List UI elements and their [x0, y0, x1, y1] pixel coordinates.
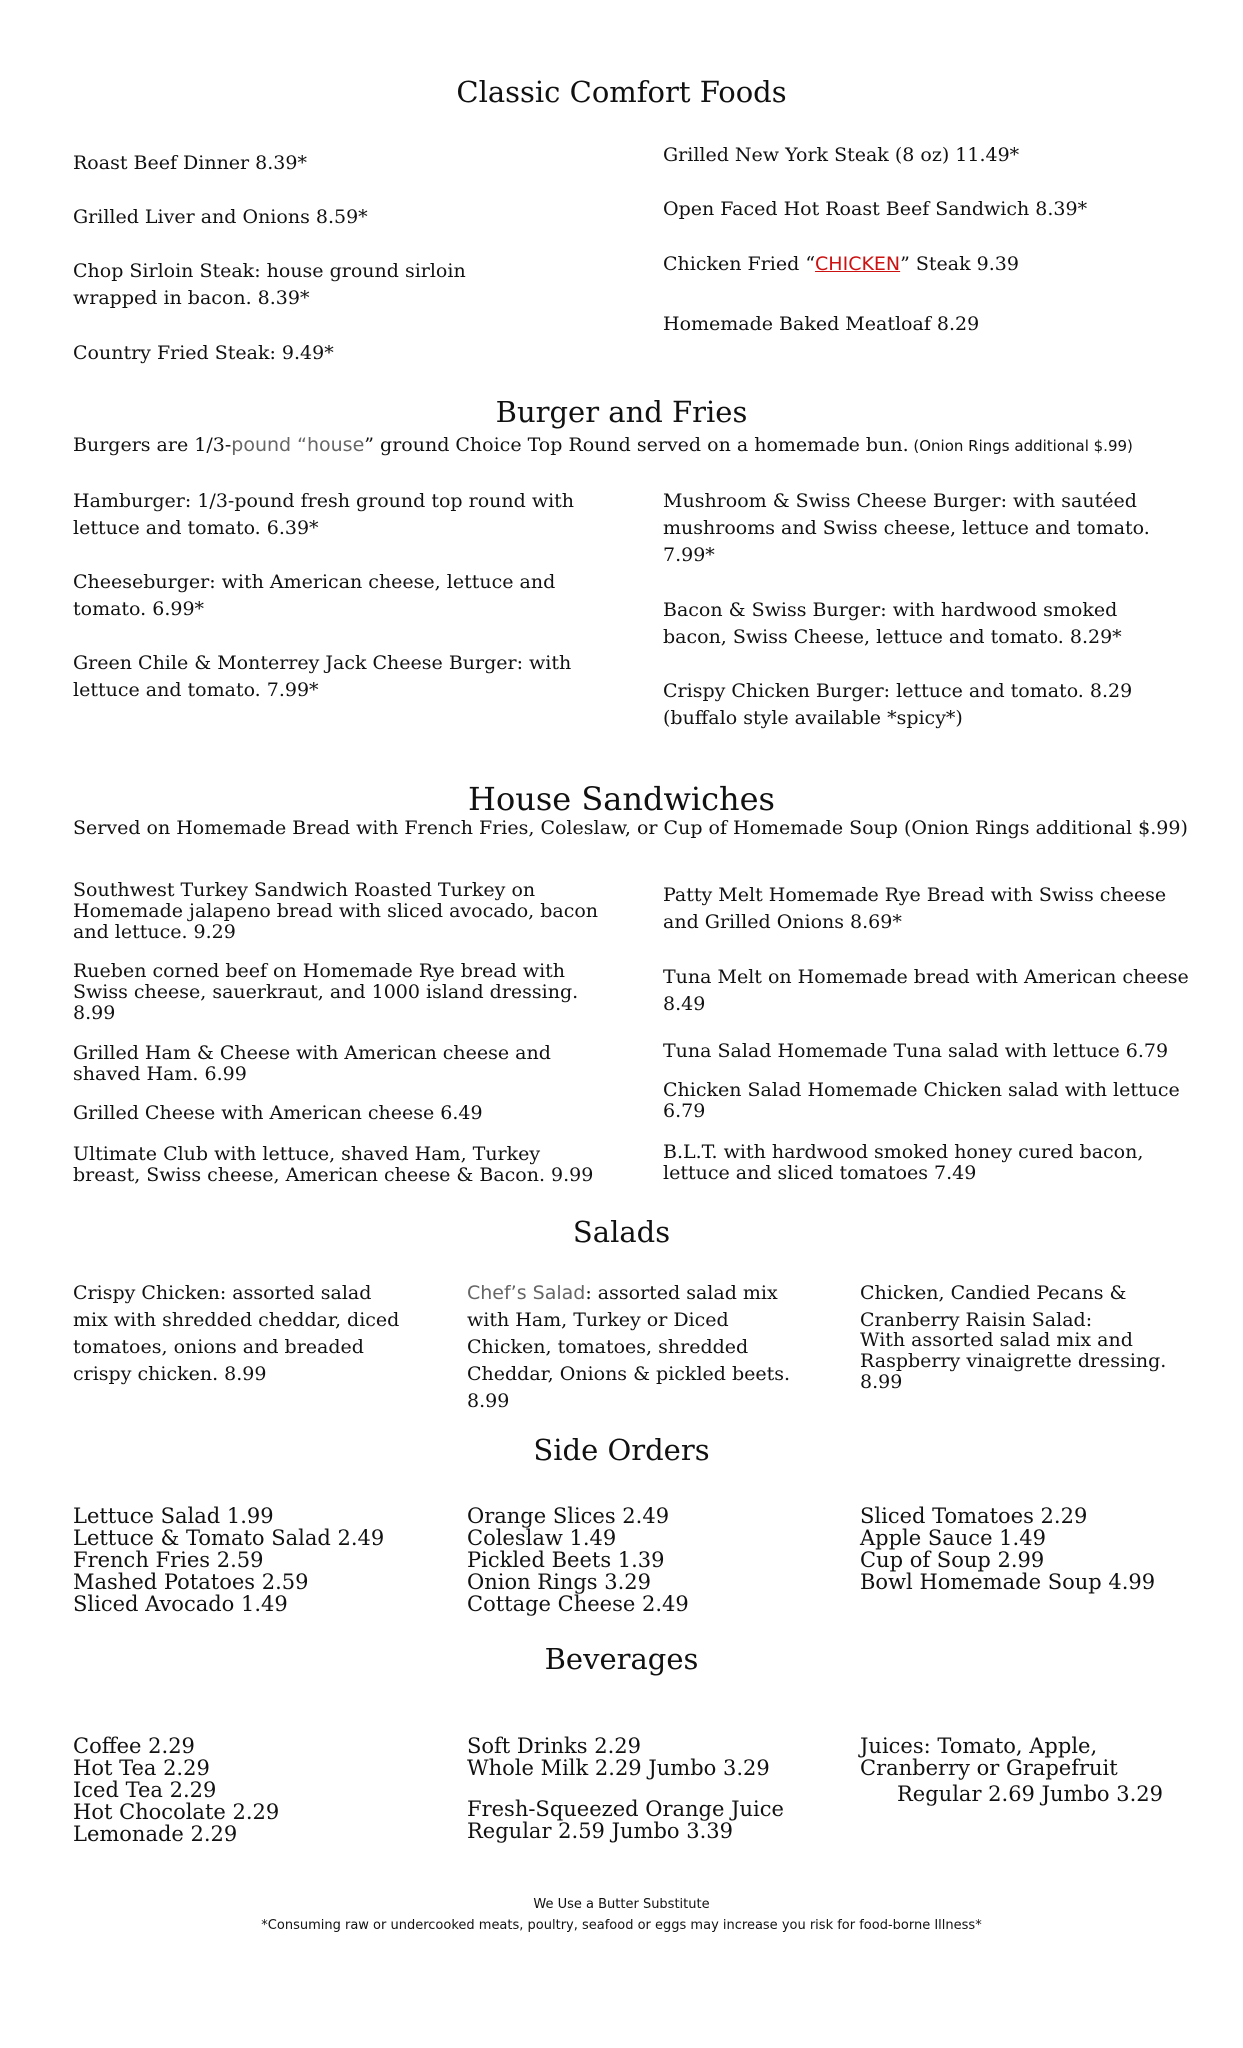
health-warning: *Consuming raw or undercooked meats, poultry, seafood or eggs may increase you risk for food-borne Illness* — [261, 1918, 982, 1933]
beverage-item: Iced Tea 2.29 — [73, 1778, 217, 1802]
side-item: Onion Rings 3.29 — [467, 1570, 652, 1594]
menu-item: Ultimate Club with lettuce, shaved Ham, Turkey breast, Swiss cheese, American cheese & Bacon. 9.99 — [73, 1143, 594, 1186]
side-item: Coleslaw 1.49 — [467, 1526, 617, 1550]
section-title-sandwiches: House Sandwiches — [468, 780, 775, 818]
menu-item: Cheeseburger: with American cheese, lettuce and tomato. 6.99* — [73, 571, 556, 620]
item-text: : assorted salad mix with Ham, Turkey or Diced Chicken, tomatoes, shredded Cheddar, Onions & pickled beets. 8.99 — [467, 1282, 791, 1412]
menu-item: Tuna Salad Homemade Tuna salad with lettuce 6.79 — [663, 1040, 1169, 1062]
menu-item-pecan-salad — [860, 1280, 1200, 1393]
menu-item: Bacon & Swiss Burger: with hardwood smoked bacon, Swiss Cheese, lettuce and tomato. 8.29* — [663, 599, 1122, 648]
side-item: Bowl Homemade Soup 4.99 — [860, 1570, 1156, 1594]
side-item: Cottage Cheese 2.49 — [467, 1592, 689, 1616]
menu-item: Green Chile & Monterrey Jack Cheese Burger: with lettuce and tomato. 7.99* — [73, 652, 572, 701]
menu-item: Crispy Chicken Burger: lettuce and tomato. 8.29 (buffalo style available *spicy*) — [663, 680, 1133, 729]
intro-text: Burgers are 1/3- — [73, 434, 232, 456]
beverage-item: Coffee 2.29 — [73, 1734, 195, 1758]
item-text: Chicken, Candied Pecans & Cranberry Raisin Salad: — [860, 1282, 1127, 1331]
beverage-item: Lemonade 2.29 — [73, 1822, 238, 1846]
butter-note: We Use a Butter Substitute — [533, 1897, 710, 1912]
side-item: Apple Sauce 1.49 — [860, 1526, 1046, 1550]
menu-item: Grilled New York Steak (8 oz) 11.49* — [663, 144, 1020, 166]
item-highlight: Chef’s Salad — [467, 1282, 586, 1304]
menu-item: B.L.T. with hardwood smoked honey cured bacon, lettuce and sliced tomatoes 7.49 — [663, 1141, 1144, 1184]
intro-highlight: pound “house — [231, 434, 365, 456]
side-item: Sliced Avocado 1.49 — [73, 1592, 288, 1616]
beverage-item: Hot Chocolate 2.29 — [73, 1800, 280, 1824]
beverage-item: Fresh-Squeezed Orange Juice — [467, 1797, 784, 1821]
intro-text: ” ground Choice Top Round served on a homemade bun. — [364, 434, 909, 456]
section-title-beverages: Beverages — [544, 1642, 699, 1676]
menu-item: Tuna Melt on Homemade bread with American cheese 8.49 — [663, 966, 1189, 1015]
menu-item: Crispy Chicken: assorted salad mix with shredded cheddar, diced tomatoes, onions and breaded crispy chicken. 8.99 — [73, 1282, 400, 1385]
side-item: French Fries 2.59 — [73, 1548, 264, 1572]
beverage-column — [860, 1735, 1163, 1805]
side-item: Mashed Potatoes 2.59 — [73, 1570, 309, 1594]
menu-item: Country Fried Steak: 9.49* — [73, 342, 334, 364]
side-column — [467, 1505, 689, 1615]
side-item: Sliced Tomatoes 2.29 — [860, 1504, 1088, 1528]
footer-notes — [0, 1894, 1243, 1936]
beverage-item: Cranberry or Grapefruit — [860, 1756, 1118, 1780]
menu-item: Chicken Salad Homemade Chicken salad with lettuce 6.79 — [663, 1079, 1180, 1122]
side-item: Orange Slices 2.49 — [467, 1504, 670, 1528]
side-item: Pickled Beets 1.39 — [467, 1548, 665, 1572]
menu-item: Open Faced Hot Roast Beef Sandwich 8.39* — [663, 198, 1088, 220]
item-text: With assorted salad mix and Raspberry vinaigrette dressing. 8.99 — [860, 1329, 1167, 1393]
section-title-burgers: Burger and Fries — [495, 395, 748, 429]
menu-item: Mushroom & Swiss Cheese Burger: with sautéed mushrooms and Swiss cheese, lettuce and tomato. 7.99* — [663, 490, 1150, 566]
side-item: Lettuce & Tomato Salad 2.49 — [73, 1526, 385, 1550]
highlight-text: CHICKEN — [815, 253, 901, 275]
beverage-item: Regular 2.69 Jumbo 3.29 — [897, 1782, 1163, 1806]
section-intro-burgers — [73, 434, 1133, 456]
menu-item: Southwest Turkey Sandwich Roasted Turkey on Homemade jalapeno bread with sliced avocado, bacon and lettuce. 9.29 — [73, 879, 599, 943]
beverage-item: Regular 2.59 Jumbo 3.39 — [467, 1819, 733, 1843]
beverage-column — [467, 1735, 784, 1842]
menu-item-chef-salad — [467, 1280, 797, 1415]
section-intro-sandwiches: Served on Homemade Bread with French Fries, Coleslaw, or Cup of Homemade Soup (Onion Rings additional $.99) — [73, 817, 1188, 839]
item-text: Chicken Fried “ — [663, 253, 816, 275]
beverage-item: Soft Drinks 2.29 — [467, 1734, 641, 1758]
section-title-comfort: Classic Comfort Foods — [456, 75, 787, 109]
menu-item: Grilled Ham & Cheese with American cheese and shaved Ham. 6.99 — [73, 1042, 551, 1085]
menu-item-chicken-fried-steak — [663, 251, 1183, 278]
section-title-sides: Side Orders — [533, 1433, 710, 1467]
intro-note: (Onion Rings additional $.99) — [908, 437, 1133, 455]
section-title-salads: Salads — [572, 1215, 671, 1249]
menu-item: Grilled Cheese with American cheese 6.49 — [73, 1102, 483, 1124]
menu-item: Rueben corned beef on Homemade Rye bread with Swiss cheese, sauerkraut, and 1000 island dressing. 8.99 — [73, 960, 579, 1024]
menu-item: Patty Melt Homemade Rye Bread with Swiss cheese and Grilled Onions 8.69* — [663, 884, 1167, 933]
beverage-item: Juices: Tomato, Apple, — [860, 1734, 1098, 1758]
side-column — [73, 1505, 384, 1615]
side-item: Lettuce Salad 1.99 — [73, 1504, 274, 1528]
menu-item: Grilled Liver and Onions 8.59* — [73, 206, 368, 228]
menu-item: Chop Sirloin Steak: house ground sirloin wrapped in bacon. 8.39* — [73, 260, 466, 309]
menu-item: Roast Beef Dinner 8.39* — [73, 152, 307, 174]
side-item: Cup of Soup 2.99 — [860, 1548, 1045, 1572]
beverage-item: Hot Tea 2.29 — [73, 1756, 210, 1780]
menu-item: Hamburger: 1/3-pound fresh ground top round with lettuce and tomato. 6.39* — [73, 490, 575, 539]
beverage-column — [73, 1735, 279, 1845]
beverage-item: Whole Milk 2.29 Jumbo 3.29 — [467, 1756, 770, 1780]
menu-item: Homemade Baked Meatloaf 8.29 — [663, 313, 980, 335]
item-text: ” Steak 9.39 — [900, 253, 1019, 275]
side-column — [860, 1505, 1155, 1593]
